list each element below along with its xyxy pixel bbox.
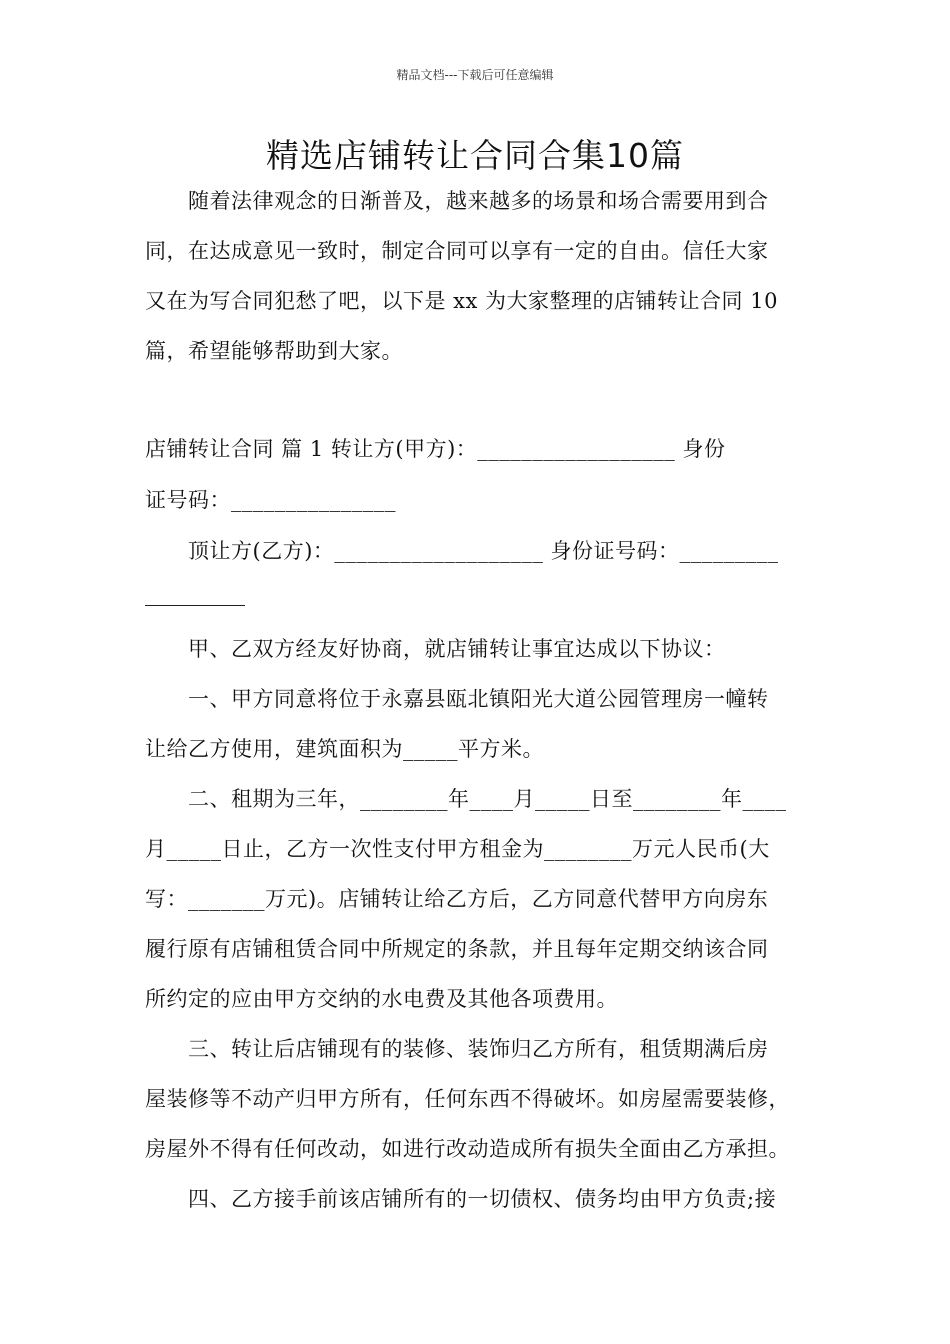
- paragraph-line: 四、乙方接手前该店铺所有的一切债权、债务均由甲方负责;接: [188, 1187, 777, 1211]
- fill-in-blank-line: [145, 605, 245, 606]
- header-note: 精品文档---下载后可任意编辑: [396, 68, 554, 82]
- paragraph-line: 甲、乙双方经友好协商，就店铺转让事宜达成以下协议：: [188, 637, 726, 661]
- paragraph-line: 月_____日止，乙方一次性支付甲方租金为________万元人民币(大: [145, 837, 770, 861]
- paragraph-line: 让给乙方使用，建筑面积为_____平方米。: [145, 737, 544, 761]
- paragraph-line: 同，在达成意见一致时，制定合同可以享有一定的自由。信任大家: [145, 239, 769, 263]
- paragraph-line: 篇，希望能够帮助到大家。: [145, 339, 403, 363]
- document-title: 精选店铺转让合同合集10篇: [266, 136, 684, 175]
- paragraph-line: 屋装修等不动产归甲方所有，任何东西不得破坏。如房屋需要装修，: [145, 1087, 790, 1111]
- paragraph-line: 二、租期为三年，________年____月_____日至________年____: [188, 787, 787, 811]
- paragraph-line: 一、甲方同意将位于永嘉县瓯北镇阳光大道公园管理房一幢转: [188, 687, 769, 711]
- paragraph-line: 房屋外不得有任何改动，如进行改动造成所有损失全面由乙方承担。: [145, 1137, 790, 1161]
- paragraph-line: 写：_______万元)。店铺转让给乙方后，乙方同意代替甲方向房东: [145, 887, 769, 911]
- paragraph-line: 随着法律观念的日渐普及，越来越多的场景和场合需要用到合: [188, 189, 769, 213]
- paragraph-line: 又在为写合同犯愁了吧，以下是 xx 为大家整理的店铺转让合同 10: [145, 289, 778, 313]
- paragraph-line: 店铺转让合同 篇 1 转让方(甲方)：__________________ 身份: [145, 437, 726, 461]
- paragraph-line: 所约定的应由甲方交纳的水电费及其他各项费用。: [145, 987, 618, 1011]
- paragraph-line: 三、转让后店铺现有的装修、装饰归乙方所有，租赁期满后房: [188, 1037, 769, 1061]
- paragraph-line: 证号码：_______________: [145, 488, 396, 512]
- paragraph-line: 顶让方(乙方)：___________________ 身份证号码：_________: [188, 539, 779, 563]
- paragraph-line: 履行原有店铺租赁合同中所规定的条款，并且每年定期交纳该合同: [145, 937, 769, 961]
